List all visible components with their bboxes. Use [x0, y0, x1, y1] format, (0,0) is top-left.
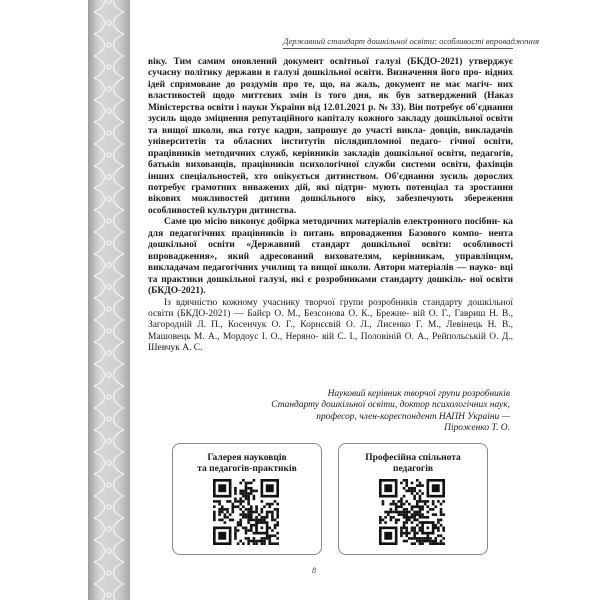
qr-card-gallery[interactable]	[172, 443, 322, 555]
signature-line: Піроженко Т. О.	[444, 423, 510, 434]
running-header: Державний стандарт дошкільної освіти: особливості впровадження	[283, 36, 513, 49]
qr-card-community[interactable]	[338, 443, 488, 555]
qr-card-title: Професійна спільнота педагогів	[365, 453, 461, 474]
qr-code-icon[interactable]	[379, 479, 445, 545]
decorative-border	[88, 0, 130, 600]
page-number: 8	[312, 566, 316, 575]
signature-line: Науковий керівник творчої групи розробників	[327, 389, 510, 399]
main-text	[148, 57, 513, 355]
signature-block	[150, 389, 510, 435]
paragraph-1: віку. Тим самим оновлений документ освітньої галузі (БКДО-2021) утверджує сучасну політику держави в галузі дошкільної освіти. Визначення його про- відних ідей спрямоване до роздумів про те, що, на жаль, документ не має магіч- них властивостей щодо миттєвих змін із того дня, як був затверджений (Наказ Міністерства освіти і науки України від 12.01.2021 р. № 33). Він потребує об'єднання зусиль щодо зміцнення репутаційного капіталу кожного закладу дошкільної освіти та вищої школи, яка готує кадри, запрошує до участі викла- довців, викладачів університетів та обласних інститутів післядипломної педаго- гічної освіти, працівників методичних служб, керівників закладів дошкільної освіти, педагогів, батьків вихованців, працівників психологічної служби системи освіти, фахівців інших спеціальностей, хто опікується дитинством. Об'єднання зусиль дорослих потребує грамотних виважених дій, які підтри- мують потенціал та зростання вікових можливостей дитини дошкільного віку, забезпечують збереження особливостей культури дитинства.	[148, 57, 514, 216]
ornament-pattern	[88, 0, 130, 600]
signature-line: професор, член-кореспондент НАПН України —	[316, 411, 510, 422]
qr-code-icon[interactable]	[213, 479, 279, 545]
qr-card-title: Галерея науковців та педагогів-практиків	[197, 453, 297, 474]
paragraph-3: Із вдячністю кожному учаснику творчої групи розробників стандарту дошкільної освіти (БКДО-2021) — Байєр О. М., Безсонова О. К., Брежне- вій О. Г., Гавриш Н. В., Загородній Л. П., Косенчук О. Г., Корнєєвій О. Л., Лисенко Г. М., Левінець Н. В., Машовець М. А., Мордоус І. О., Неряно- вій С. І., Половіній О. А., Рейпольській О. Д., Шевчук А. С.	[148, 297, 514, 354]
paragraph-2: Саме цю місію виконує добірка методичних матеріалів електронного посібни- ка для педагогічних працівників із питань впровадження Базового компо- нента дошкільної освіти «Державний стандарт дошкільної освіти: особливості впровадження», який адресований вихователям, керівникам, управлінцям, викладачам педагогічних училищ та вищої школи. Автори матеріалів — науко- вці та практики дошкільної галузі, які є розробниками стандарту дошкіль- ної освіти (БКДО-2021).	[148, 217, 514, 297]
signature-line: Стандарту дошкільної освіти, доктор психологічних наук,	[271, 400, 510, 411]
